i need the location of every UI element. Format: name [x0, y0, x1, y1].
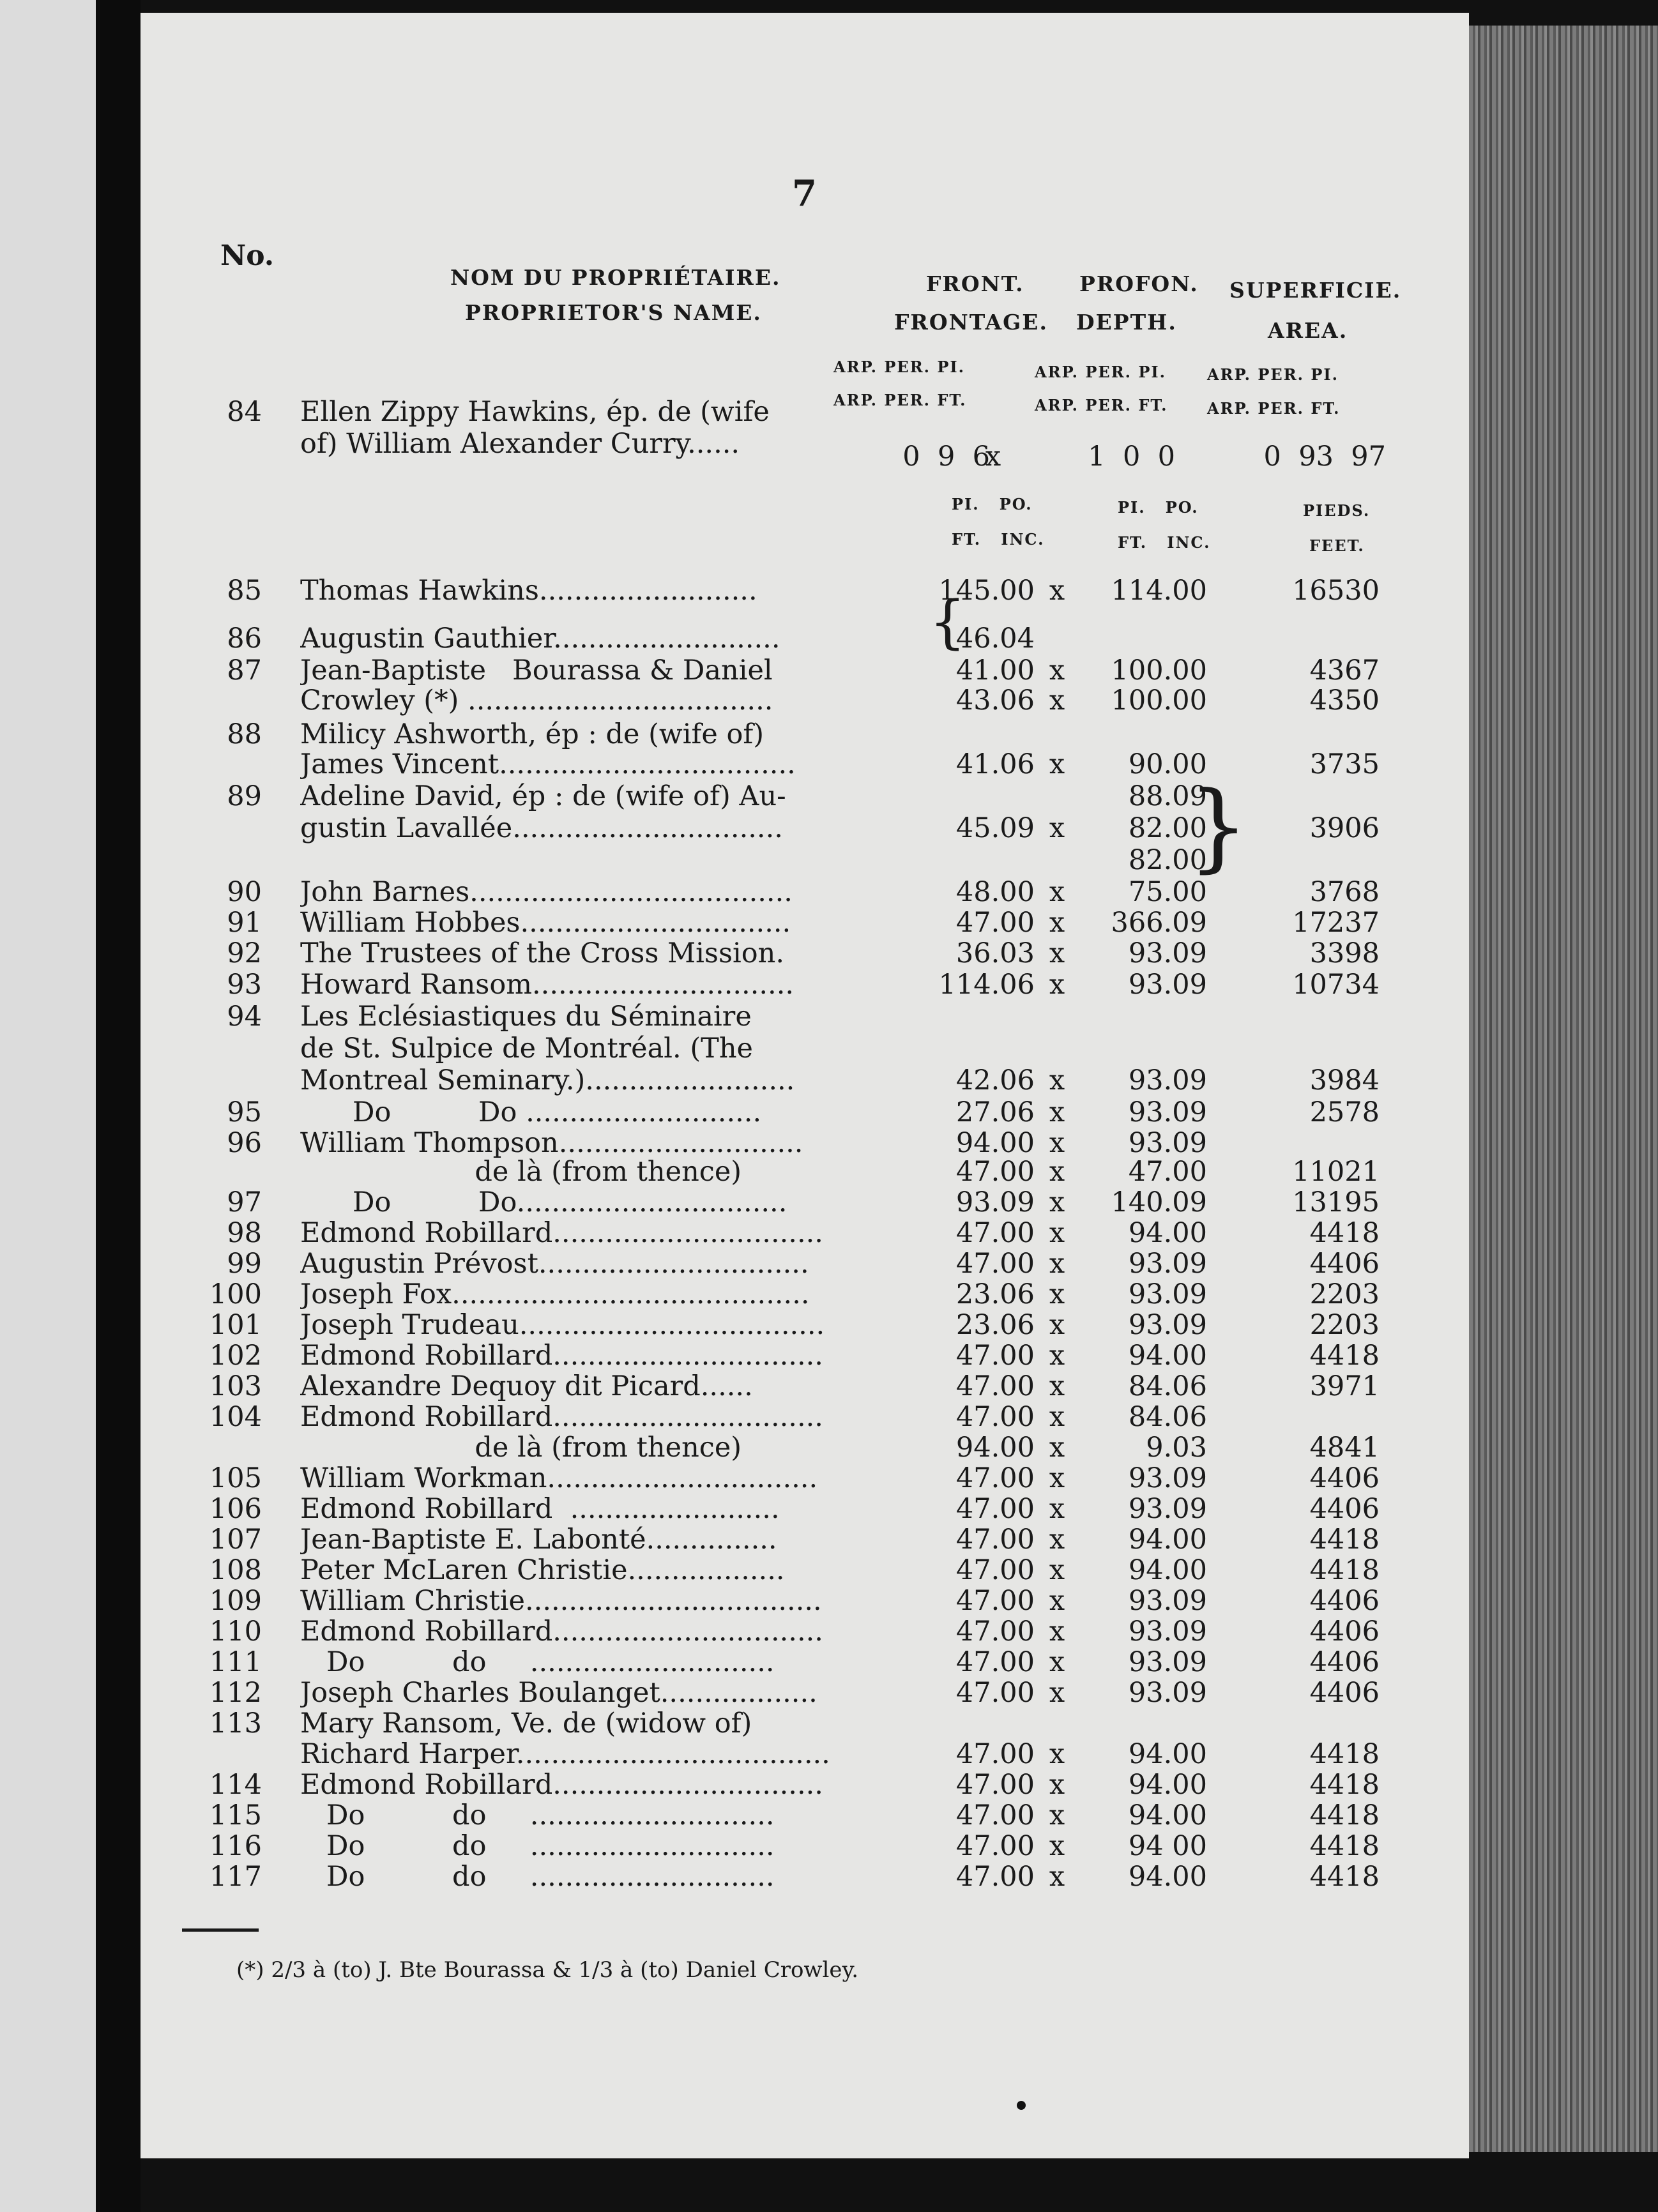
- frontage: 47.00: [955, 1830, 1035, 1862]
- area: 4418: [1309, 1340, 1380, 1372]
- area: 4406: [1309, 1585, 1380, 1617]
- times-sign: x: [1049, 1127, 1065, 1159]
- proprietor-name: de St. Sulpice de Montréal. (The: [300, 1033, 753, 1064]
- proprietor-name: Joseph Charles Boulanget..................: [300, 1677, 818, 1709]
- times-sign: x: [1049, 748, 1065, 780]
- proprietor-name-cont: of) William Alexander Curry......: [300, 428, 740, 460]
- sub-depth-2: FT. INC.: [1118, 533, 1211, 552]
- depth: 94.00: [1128, 1799, 1207, 1831]
- times-sign: x: [1049, 1217, 1065, 1249]
- times-sign: x: [1049, 1156, 1065, 1188]
- frontage: 47.00: [955, 1554, 1035, 1586]
- brace-right: }: [1188, 771, 1249, 883]
- entry-number: 86: [227, 623, 262, 655]
- frontage: 47.00: [955, 1585, 1035, 1617]
- depth: 84.06: [1128, 1401, 1207, 1433]
- depth: 82.00: [1128, 812, 1207, 844]
- proprietor-name: Edmond Robillard ........................: [300, 1493, 780, 1525]
- entry-number: 110: [209, 1616, 262, 1648]
- times-sign: x: [1049, 1616, 1065, 1648]
- proprietor-name: Edmond Robillard...............................: [300, 1401, 823, 1433]
- area: 4418: [1309, 1554, 1380, 1586]
- times-sign: x: [1049, 907, 1065, 939]
- entry-number: 89: [227, 780, 262, 812]
- depth: 93.09: [1128, 1248, 1207, 1280]
- proprietor-name: Augustin Gauthier..........................: [300, 623, 780, 655]
- depth: 93.09: [1128, 1462, 1207, 1494]
- times-sign: x: [1049, 1799, 1065, 1831]
- book-gutter: [96, 0, 141, 2212]
- area: 4418: [1309, 1738, 1380, 1770]
- times-sign: x: [1049, 1096, 1065, 1128]
- area: 2203: [1309, 1309, 1380, 1341]
- times-sign: x: [1049, 1738, 1065, 1770]
- frontage: 145.00: [938, 575, 1035, 607]
- times-sign: x: [1049, 1524, 1065, 1556]
- depth: 94.00: [1128, 1340, 1207, 1372]
- proprietor-name: Milicy Ashworth, ép : de (wife of): [300, 718, 764, 750]
- depth: 94.00: [1128, 1769, 1207, 1801]
- page-edges: [1469, 26, 1658, 2152]
- frontage: 94.00: [955, 1432, 1035, 1464]
- frontage: 47.00: [955, 1524, 1035, 1556]
- proprietor-name: Do do ............................: [300, 1861, 775, 1893]
- entry-number: 95: [227, 1096, 262, 1128]
- proprietor-name: gustin Lavallée...............................: [300, 812, 783, 844]
- frontage: 93.09: [955, 1186, 1035, 1218]
- header-name-en: PROPRIETOR'S NAME.: [465, 300, 762, 325]
- proprietor-name: Ellen Zippy Hawkins, ép. de (wife: [300, 396, 770, 428]
- entry-number: 94: [227, 1001, 262, 1033]
- area: 4406: [1309, 1646, 1380, 1678]
- depth: 9.03: [1146, 1432, 1207, 1464]
- proprietor-name: William Workman...............................: [300, 1462, 818, 1494]
- depth: 114.00: [1111, 575, 1207, 607]
- area: 16530: [1292, 575, 1380, 607]
- proprietor-name: The Trustees of the Cross Mission.: [300, 937, 785, 969]
- area: 4418: [1309, 1217, 1380, 1249]
- depth: 93.09: [1128, 1127, 1207, 1159]
- frontage: 47.00: [955, 1769, 1035, 1801]
- depth: 93.09: [1128, 1309, 1207, 1341]
- depth: 93.09: [1128, 1493, 1207, 1525]
- proprietor-name: Do Do...............................: [300, 1186, 787, 1218]
- depth: 82.00: [1128, 844, 1207, 876]
- depth: 93.09: [1128, 1064, 1207, 1096]
- times-sign: x: [1049, 812, 1065, 844]
- proprietor-name: Do do ............................: [300, 1646, 775, 1678]
- depth: 100.00: [1111, 655, 1207, 686]
- times-sign: x: [985, 441, 1001, 473]
- times-sign: x: [1049, 1646, 1065, 1678]
- header-no: No.: [220, 239, 275, 272]
- units-area-2: ARP. PER. FT.: [1207, 399, 1341, 418]
- proprietor-name: Augustin Prévost...............................: [300, 1248, 809, 1280]
- frontage: 47.00: [955, 1370, 1035, 1402]
- times-sign: x: [1049, 1064, 1065, 1096]
- frontage: 47.00: [955, 1462, 1035, 1494]
- proprietor-name: Do Do ...........................: [300, 1096, 762, 1128]
- entry-number: 106: [209, 1493, 262, 1525]
- depth: 93.09: [1128, 1677, 1207, 1709]
- times-sign: x: [1049, 969, 1065, 1001]
- units-depth-2: ARP. PER. FT.: [1035, 396, 1168, 414]
- area: 4350: [1309, 685, 1380, 716]
- area: 2203: [1309, 1278, 1380, 1310]
- entry-number: 88: [227, 718, 262, 750]
- frontage: 47.00: [955, 1677, 1035, 1709]
- area: 17237: [1292, 907, 1380, 939]
- frontage: 94.00: [955, 1127, 1035, 1159]
- frontage: 47.00: [955, 1616, 1035, 1648]
- ink-dot: [1017, 2101, 1026, 2110]
- entry-number: 107: [209, 1524, 262, 1556]
- entry-number: 114: [209, 1769, 262, 1801]
- entry-number: 92: [227, 937, 262, 969]
- times-sign: x: [1049, 937, 1065, 969]
- sub-front-2: FT. INC.: [952, 530, 1045, 549]
- sub-area-1: PIEDS.: [1303, 501, 1371, 520]
- proprietor-name: Edmond Robillard...............................: [300, 1769, 823, 1801]
- frontage: 27.06: [955, 1096, 1035, 1128]
- entry-number: 104: [209, 1401, 262, 1433]
- area: 11021: [1292, 1156, 1380, 1188]
- header-name-fr: NOM DU PROPRIÉTAIRE.: [450, 265, 781, 290]
- entry-number: 90: [227, 876, 262, 908]
- entry-number: 108: [209, 1554, 262, 1586]
- proprietor-name: Alexandre Dequoy dit Picard......: [300, 1370, 753, 1402]
- entry-number: 85: [227, 575, 262, 607]
- frontage: 0 9 6: [902, 441, 990, 473]
- header-depth-fr: PROFON.: [1079, 271, 1199, 296]
- entry-number: 99: [227, 1248, 262, 1280]
- proprietor-name: de là (from thence): [300, 1156, 742, 1188]
- frontage: 41.06: [955, 748, 1035, 780]
- frontage: 48.00: [955, 876, 1035, 908]
- frontage: 47.00: [955, 1248, 1035, 1280]
- proprietor-name: Do do ............................: [300, 1799, 775, 1831]
- depth: 93.09: [1128, 937, 1207, 969]
- depth: 90.00: [1128, 748, 1207, 780]
- proprietor-name: Crowley (*) ...................................: [300, 685, 773, 716]
- depth: 47.00: [1128, 1156, 1207, 1188]
- entry-number: 115: [209, 1799, 262, 1831]
- frontage: 47.00: [955, 1156, 1035, 1188]
- times-sign: x: [1049, 876, 1065, 908]
- proprietor-name: Montreal Seminary.)........................: [300, 1064, 795, 1096]
- proprietor-name: John Barnes.....................................: [300, 876, 793, 908]
- entry-number: 111: [209, 1646, 262, 1678]
- area: 4841: [1309, 1432, 1380, 1464]
- frontage: 47.00: [955, 1738, 1035, 1770]
- times-sign: x: [1049, 575, 1065, 607]
- proprietor-name: Do do ............................: [300, 1830, 775, 1862]
- proprietor-name: William Christie..................................: [300, 1585, 822, 1617]
- entry-number: 93: [227, 969, 262, 1001]
- entry-number: 91: [227, 907, 262, 939]
- times-sign: x: [1049, 655, 1065, 686]
- header-depth-en: DEPTH.: [1076, 310, 1177, 335]
- area: 0 93 97: [1263, 441, 1386, 473]
- entry-number: 100: [209, 1278, 262, 1310]
- proprietor-name: Howard Ransom..............................: [300, 969, 795, 1001]
- header-area-fr: SUPERFICIE.: [1229, 278, 1402, 303]
- frontage: 36.03: [955, 937, 1035, 969]
- proprietor-name: Edmond Robillard...............................: [300, 1217, 823, 1249]
- entry-number: 84: [227, 396, 262, 428]
- sub-area-2: FEET.: [1309, 536, 1365, 555]
- proprietor-name: Joseph Trudeau...................................: [300, 1309, 825, 1341]
- frontage: 43.06: [955, 685, 1035, 716]
- entry-number: 98: [227, 1217, 262, 1249]
- times-sign: x: [1049, 1309, 1065, 1341]
- times-sign: x: [1049, 685, 1065, 716]
- proprietor-name: Les Eclésiastiques du Séminaire: [300, 1001, 752, 1033]
- depth: 100.00: [1111, 685, 1207, 716]
- area: 4418: [1309, 1524, 1380, 1556]
- frontage: 47.00: [955, 1217, 1035, 1249]
- area: 4367: [1309, 655, 1380, 686]
- proprietor-name: Jean-Baptiste E. Labonté...............: [300, 1524, 777, 1556]
- entry-number: 116: [209, 1830, 262, 1862]
- page-number: 7: [792, 172, 817, 215]
- area: 3971: [1309, 1370, 1380, 1402]
- proprietor-name: Edmond Robillard...............................: [300, 1340, 823, 1372]
- times-sign: x: [1049, 1186, 1065, 1218]
- times-sign: x: [1049, 1248, 1065, 1280]
- frontage: 46.04: [955, 623, 1035, 655]
- area: 4406: [1309, 1616, 1380, 1648]
- entry-number: 112: [209, 1677, 262, 1709]
- entry-number: 105: [209, 1462, 262, 1494]
- times-sign: x: [1049, 1340, 1065, 1372]
- times-sign: x: [1049, 1370, 1065, 1402]
- depth: 93.09: [1128, 1096, 1207, 1128]
- document-page: [141, 13, 1469, 2158]
- header-front-fr: FRONT.: [926, 271, 1024, 296]
- times-sign: x: [1049, 1585, 1065, 1617]
- entry-number: 103: [209, 1370, 262, 1402]
- times-sign: x: [1049, 1401, 1065, 1433]
- frontage: 47.00: [955, 1340, 1035, 1372]
- area: 4418: [1309, 1799, 1380, 1831]
- area: 3398: [1309, 937, 1380, 969]
- frontage: 47.00: [955, 1401, 1035, 1433]
- times-sign: x: [1049, 1462, 1065, 1494]
- depth: 1 0 0: [1088, 441, 1175, 473]
- depth: 94.00: [1128, 1554, 1207, 1586]
- frontage: 23.06: [955, 1309, 1035, 1341]
- units-depth-1: ARP. PER. PI.: [1035, 363, 1166, 381]
- frontage: 41.00: [955, 655, 1035, 686]
- frontage: 42.06: [955, 1064, 1035, 1096]
- area: 10734: [1292, 969, 1380, 1001]
- area: 4418: [1309, 1861, 1380, 1893]
- area: 4418: [1309, 1830, 1380, 1862]
- area: 2578: [1309, 1096, 1380, 1128]
- units-front-2: ARP. PER. FT.: [833, 391, 967, 409]
- proprietor-name: Jean-Baptiste Bourassa & Daniel: [300, 655, 773, 686]
- units-area-1: ARP. PER. PI.: [1207, 365, 1339, 384]
- proprietor-name: Edmond Robillard...............................: [300, 1616, 823, 1648]
- entry-number: 109: [209, 1585, 262, 1617]
- units-front-1: ARP. PER. PI.: [833, 358, 965, 376]
- frontage: 23.06: [955, 1278, 1035, 1310]
- entry-number: 97: [227, 1186, 262, 1218]
- entry-number: 101: [209, 1309, 262, 1341]
- depth: 93.09: [1128, 1616, 1207, 1648]
- frontage: 47.00: [955, 1799, 1035, 1831]
- times-sign: x: [1049, 1493, 1065, 1525]
- depth: 84.06: [1128, 1370, 1207, 1402]
- depth: 94.00: [1128, 1524, 1207, 1556]
- times-sign: x: [1049, 1554, 1065, 1586]
- frontage: 45.09: [955, 812, 1035, 844]
- depth: 366.09: [1111, 907, 1207, 939]
- times-sign: x: [1049, 1278, 1065, 1310]
- frontage: 47.00: [955, 1493, 1035, 1525]
- frontage: 47.00: [955, 1646, 1035, 1678]
- area: 3906: [1309, 812, 1380, 844]
- frontage: 114.06: [938, 969, 1035, 1001]
- depth: 140.09: [1111, 1186, 1207, 1218]
- footnote: (*) 2/3 à (to) J. Bte Bourassa & 1/3 à (to) Daniel Crowley.: [236, 1957, 859, 1983]
- area: 4406: [1309, 1462, 1380, 1494]
- proprietor-name: William Thompson............................: [300, 1127, 803, 1159]
- sub-front-1: PI. PO.: [952, 495, 1033, 513]
- area: 4406: [1309, 1677, 1380, 1709]
- header-front-en: FRONTAGE.: [894, 310, 1048, 335]
- depth: 94.00: [1128, 1217, 1207, 1249]
- proprietor-name: de là (from thence): [300, 1432, 742, 1464]
- depth: 93.09: [1128, 1646, 1207, 1678]
- depth: 94 00: [1128, 1830, 1207, 1862]
- proprietor-name: Thomas Hawkins.........................: [300, 575, 757, 607]
- depth: 93.09: [1128, 1278, 1207, 1310]
- frontage: 47.00: [955, 907, 1035, 939]
- depth: 94.00: [1128, 1861, 1207, 1893]
- frontage: 47.00: [955, 1861, 1035, 1893]
- depth: 93.09: [1128, 969, 1207, 1001]
- entry-number: 113: [209, 1708, 262, 1739]
- depth: 93.09: [1128, 1585, 1207, 1617]
- area: 3768: [1309, 876, 1380, 908]
- entry-number: 102: [209, 1340, 262, 1372]
- times-sign: x: [1049, 1677, 1065, 1709]
- times-sign: x: [1049, 1830, 1065, 1862]
- area: 13195: [1292, 1186, 1380, 1218]
- times-sign: x: [1049, 1861, 1065, 1893]
- facing-page-edge: [0, 0, 96, 2212]
- proprietor-name: James Vincent..................................: [300, 748, 796, 780]
- proprietor-name: Adeline David, ép : de (wife of) Au-: [300, 780, 786, 812]
- footnote-rule: [182, 1928, 259, 1932]
- area: 3984: [1309, 1064, 1380, 1096]
- depth: 94.00: [1128, 1738, 1207, 1770]
- times-sign: x: [1049, 1432, 1065, 1464]
- entry-number: 96: [227, 1127, 262, 1159]
- brace-left: {: [929, 589, 966, 656]
- header-area-en: AREA.: [1268, 318, 1348, 343]
- proprietor-name: Mary Ransom, Ve. de (widow of): [300, 1708, 752, 1739]
- area: 4418: [1309, 1769, 1380, 1801]
- area: 3735: [1309, 748, 1380, 780]
- depth: 75.00: [1128, 876, 1207, 908]
- times-sign: x: [1049, 1769, 1065, 1801]
- sub-depth-1: PI. PO.: [1118, 498, 1199, 517]
- entry-number: 117: [209, 1861, 262, 1893]
- proprietor-name: Richard Harper....................................: [300, 1738, 830, 1770]
- entry-number: 87: [227, 655, 262, 686]
- depth: 88.09: [1128, 780, 1207, 812]
- area: 4406: [1309, 1493, 1380, 1525]
- area: 4406: [1309, 1248, 1380, 1280]
- proprietor-name: Peter McLaren Christie..................: [300, 1554, 785, 1586]
- proprietor-name: William Hobbes...............................: [300, 907, 791, 939]
- proprietor-name: Joseph Fox.........................................: [300, 1278, 810, 1310]
